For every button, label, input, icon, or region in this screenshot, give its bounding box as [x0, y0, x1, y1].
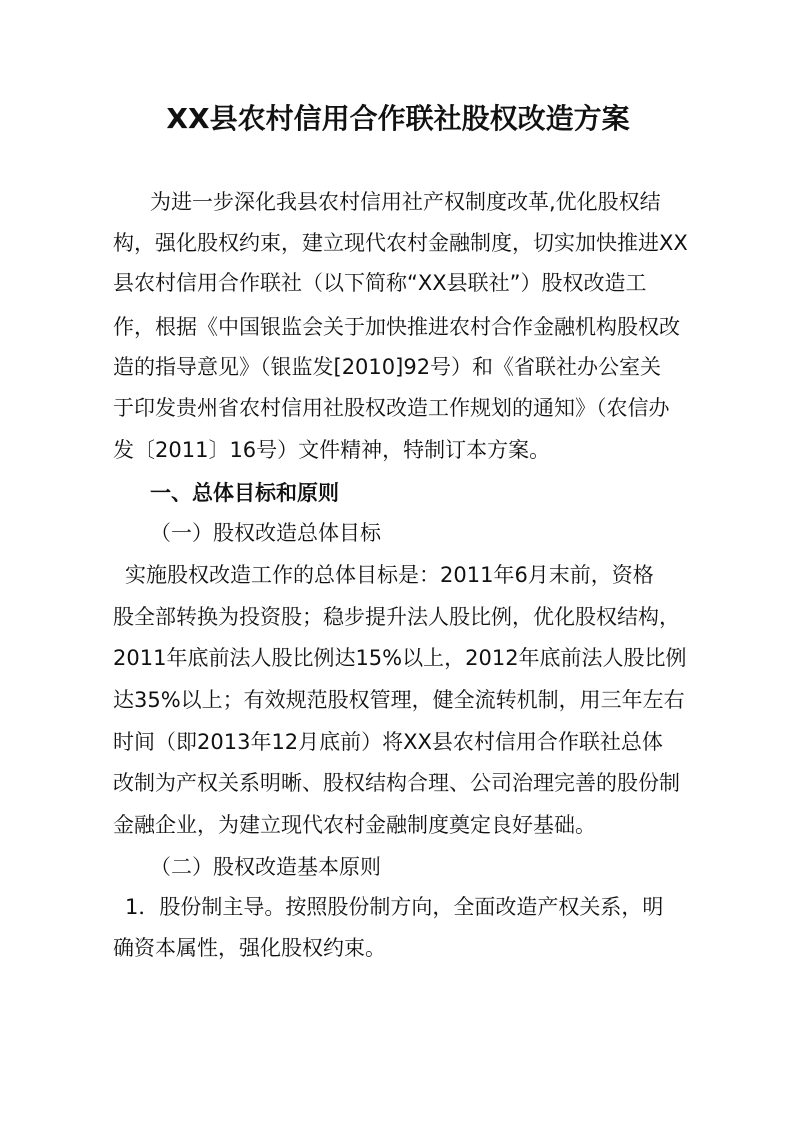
text-line: 达35%以上；有效规范股权管理，健全流转机制，用三年左右	[113, 688, 685, 712]
subsection-heading: （一）股权改造总体目标	[150, 521, 381, 545]
text-line: 构，强化股权约束，建立现代农村金融制度，切实加快推进XX	[113, 231, 688, 255]
text-line: 金融企业，为建立现代农村金融制度奠定良好基础。	[113, 813, 596, 837]
subsection-heading: （二）股权改造基本原则	[150, 855, 381, 879]
text-line: 确资本属性，强化股权约束。	[113, 936, 386, 960]
text-line: 为进一步深化我县农村信用社产权制度改革,优化股权结	[150, 190, 661, 214]
section-heading: 一、总体目标和原则	[150, 481, 339, 505]
text-line: 发〔2011〕16号）文件精神，特制订本方案。	[113, 438, 551, 462]
text-line: 作，根据《中国银监会关于加快推进农村合作金融机构股权改	[113, 315, 680, 339]
text-line: 实施股权改造工作的总体目标是：2011年6月末前，资格	[125, 563, 654, 587]
text-line: 2011年底前法人股比例达15%以上，2012年底前法人股比例	[113, 646, 687, 670]
text-line: 时间（即2013年12月底前）将XX县农村信用合作联社总体	[113, 730, 663, 754]
text-line: 1．股份制主导。按照股份制方向，全面改造产权关系，明	[125, 895, 664, 919]
text-line: 于印发贵州省农村信用社股权改造工作规划的通知》（农信办	[113, 396, 670, 420]
text-line: 股全部转换为投资股；稳步提升法人股比例，优化股权结构，	[113, 605, 680, 629]
document-title: XX县农村信用合作联社股权改造方案	[166, 102, 630, 135]
text-line: 改制为产权关系明晰、股权结构合理、公司治理完善的股份制	[113, 771, 680, 795]
text-line: 县农村信用合作联社（以下简称“XX县联社”）股权改造工	[113, 271, 647, 295]
text-line: 造的指导意见》（银监发[2010]92号）和《省联社办公室关	[113, 355, 662, 379]
